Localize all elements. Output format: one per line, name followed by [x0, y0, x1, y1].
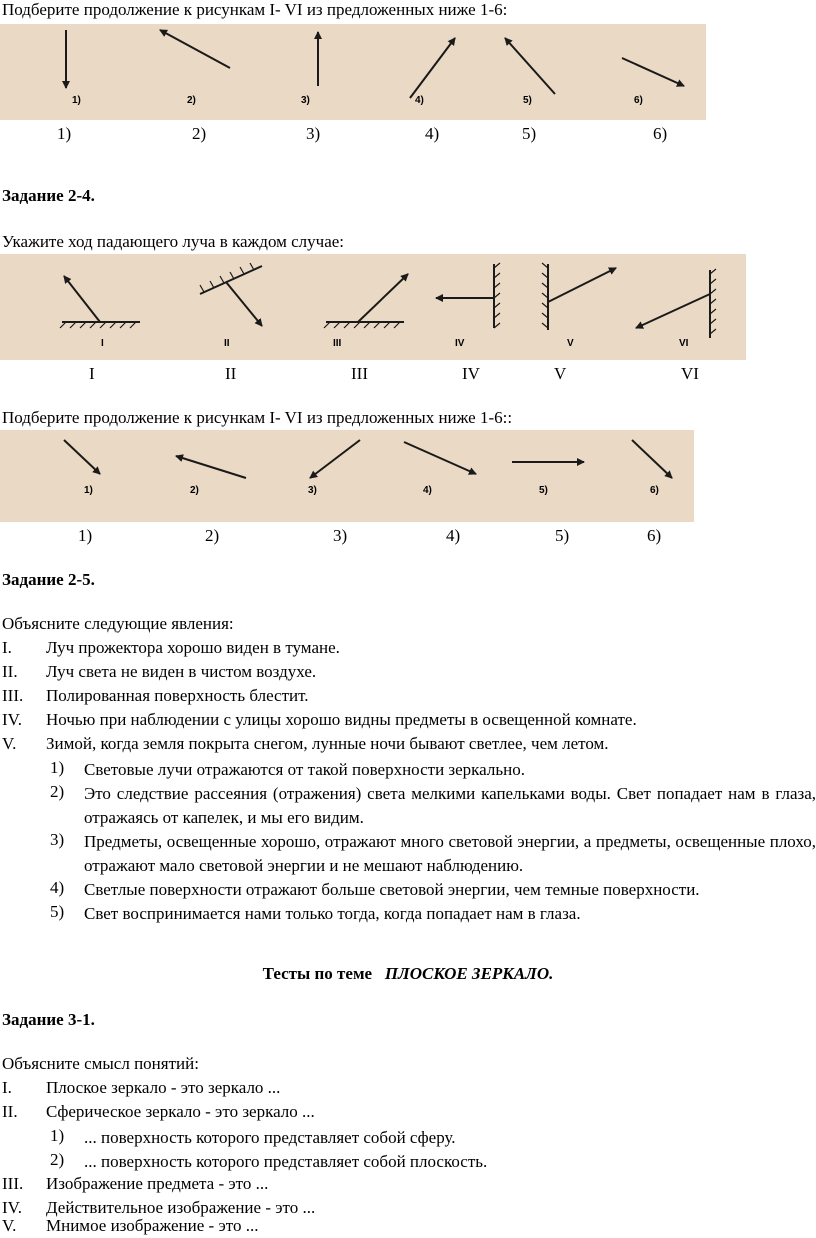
- mirror-case-II: [200, 263, 262, 326]
- fig2-label-II: II: [224, 338, 230, 349]
- task-3-1-heading: Задание 3-1.: [2, 1010, 95, 1029]
- item-num: II.: [2, 1102, 18, 1121]
- mirror-case-III: [324, 274, 408, 328]
- item-text: Плоское зеркало - это зеркало ...: [46, 1078, 281, 1097]
- arrow-4: [410, 38, 455, 98]
- fig3-label-4: 4): [423, 485, 432, 496]
- fig1-label-6: 6): [634, 95, 643, 106]
- fig2-label-VI: VI: [679, 338, 689, 349]
- fig2-label-V: V: [567, 338, 574, 349]
- answer-num: 4): [50, 878, 65, 897]
- answer-label: 1): [78, 526, 93, 545]
- answer-label: 6): [647, 526, 662, 545]
- answer-label: 3): [306, 124, 321, 143]
- fig2-label-IV: IV: [455, 338, 465, 349]
- answer-label: 4): [425, 124, 440, 143]
- answer-text: Световые лучи отражаются от такой поверхности зеркально.: [84, 760, 525, 779]
- fig2-label-III: III: [333, 338, 342, 349]
- answer-num: 5): [50, 902, 65, 921]
- answer-text: Это следствие рассеяния (отражения) света мелкими капельками воды. Свет попадает нам в глаза, отражаясь от капелек, и мы его видим.: [84, 784, 816, 827]
- answer-num: 1): [50, 758, 65, 777]
- fig1-label-2: 2): [187, 95, 196, 106]
- item-text: Изображение предмета - это ...: [46, 1174, 269, 1193]
- mirror-case-I: [60, 276, 140, 328]
- answer-text: Свет воспринимается нами только тогда, когда попадает нам в глаза.: [84, 904, 581, 923]
- figure-strip-3: [0, 430, 694, 522]
- fig3-label-5: 5): [539, 485, 548, 496]
- answer-label: 2): [192, 124, 207, 143]
- task-2-4-heading: Задание 2-4.: [2, 186, 95, 205]
- figure-strip-2-drawing: [0, 254, 746, 360]
- arrow-3: [310, 440, 360, 478]
- item-text: Сферическое зеркало - это зеркало ...: [46, 1102, 315, 1121]
- answer-label: 6): [653, 124, 668, 143]
- figure-strip-1: [0, 24, 706, 120]
- answer-labels-1: [0, 124, 816, 146]
- answer-text: Предметы, освещенные хорошо, отражают много световой энергии, а предметы, освещенные плохо, отражают мало световой энергии и не мешают наблюдению.: [84, 832, 816, 875]
- answer-num: 3): [50, 830, 65, 849]
- task-3-1-prompt: Объясните смысл понятий:: [2, 1054, 199, 1073]
- item-text: Мнимое изображение - это ...: [46, 1216, 259, 1235]
- mirror-case-V: [542, 263, 616, 330]
- answer-label: I: [89, 364, 95, 383]
- answer-num: 1): [50, 1126, 65, 1145]
- answer-num: 2): [50, 1150, 65, 1169]
- fig3-label-1: 1): [84, 485, 93, 496]
- item-num: I.: [2, 1078, 12, 1097]
- answer-label: 2): [205, 526, 220, 545]
- mirror-case-IV: [436, 263, 500, 328]
- task-2-4-prompt: Укажите ход падающего луча в каждом случае:: [2, 232, 345, 251]
- answer-text: ... поверхность которого представляет собой плоскость.: [84, 1152, 488, 1171]
- answer-label: IV: [462, 364, 480, 383]
- answer-text: Светлые поверхности отражают больше световой энергии, чем темные поверхности.: [84, 880, 700, 899]
- task-2-4-prompt2: Подберите продолжение к рисункам I- VI из предложенных ниже 1-6::: [2, 408, 513, 427]
- tests-title-prefix: Тесты по теме: [262, 964, 373, 983]
- answer-label: 1): [57, 124, 72, 143]
- item-text: Луч света не виден в чистом воздухе.: [46, 662, 317, 681]
- tests-title-topic: ПЛОСКОЕ ЗЕРКАЛО.: [384, 964, 554, 983]
- arrow-1: [64, 440, 100, 474]
- answer-label: V: [554, 364, 567, 383]
- answer-text: ... поверхность которого представляет собой сферу.: [84, 1128, 456, 1147]
- fig3-label-6: 6): [650, 485, 659, 496]
- item-num: IV.: [2, 710, 22, 729]
- answer-num: 2): [50, 782, 65, 801]
- item-num: I.: [2, 638, 12, 657]
- item-num: V.: [2, 734, 17, 753]
- item-num: V.: [2, 1216, 17, 1235]
- arrow-4: [404, 442, 476, 474]
- tests-title: [0, 964, 816, 984]
- arrow-2: [160, 30, 230, 68]
- arrow-2: [176, 456, 246, 478]
- task-2-5-heading: Задание 2-5.: [2, 570, 95, 589]
- figure-strip-1-drawing: [0, 24, 706, 120]
- fig1-label-3: 3): [301, 95, 310, 106]
- answer-label: II: [225, 364, 237, 383]
- figure-strip-3-drawing: [0, 430, 694, 522]
- task-2-5-prompt: Объясните следующие явления:: [2, 614, 234, 633]
- item-num: IV.: [2, 1198, 22, 1217]
- fig3-label-3: 3): [308, 485, 317, 496]
- task1-prompt: Подберите продолжение к рисункам I- VI из предложенных ниже 1-6:: [2, 0, 508, 19]
- answer-label: VI: [681, 364, 699, 383]
- mirror-case-VI: [636, 269, 716, 338]
- item-text: Ночью при наблюдении с улицы хорошо видны предметы в освещенной комнате.: [46, 710, 637, 729]
- answer-label: 5): [555, 526, 570, 545]
- figure-strip-2: [0, 254, 746, 360]
- item-text: Луч прожектора хорошо виден в тумане.: [46, 638, 340, 657]
- answer-label: 5): [522, 124, 537, 143]
- item-num: II.: [2, 662, 18, 681]
- arrow-5: [505, 38, 555, 94]
- item-text: Полированная поверхность блестит.: [46, 686, 309, 705]
- fig3-label-2: 2): [190, 485, 199, 496]
- arrow-6: [632, 440, 672, 478]
- answer-labels-2: [0, 364, 816, 386]
- fig1-label-1: 1): [72, 95, 81, 106]
- answer-label: III: [351, 364, 368, 383]
- arrow-6: [622, 58, 684, 86]
- item-num: III.: [2, 1174, 24, 1193]
- answer-label: 3): [333, 526, 348, 545]
- item-text: Действительное изображение - это ...: [46, 1198, 316, 1217]
- item-num: III.: [2, 686, 24, 705]
- fig2-label-I: I: [101, 338, 104, 349]
- fig1-label-5: 5): [523, 95, 532, 106]
- item-text: Зимой, когда земля покрыта снегом, лунные ночи бывают светлее, чем летом.: [46, 734, 609, 753]
- answer-label: 4): [446, 526, 461, 545]
- fig1-label-4: 4): [415, 95, 424, 106]
- answer-labels-3: [0, 526, 816, 548]
